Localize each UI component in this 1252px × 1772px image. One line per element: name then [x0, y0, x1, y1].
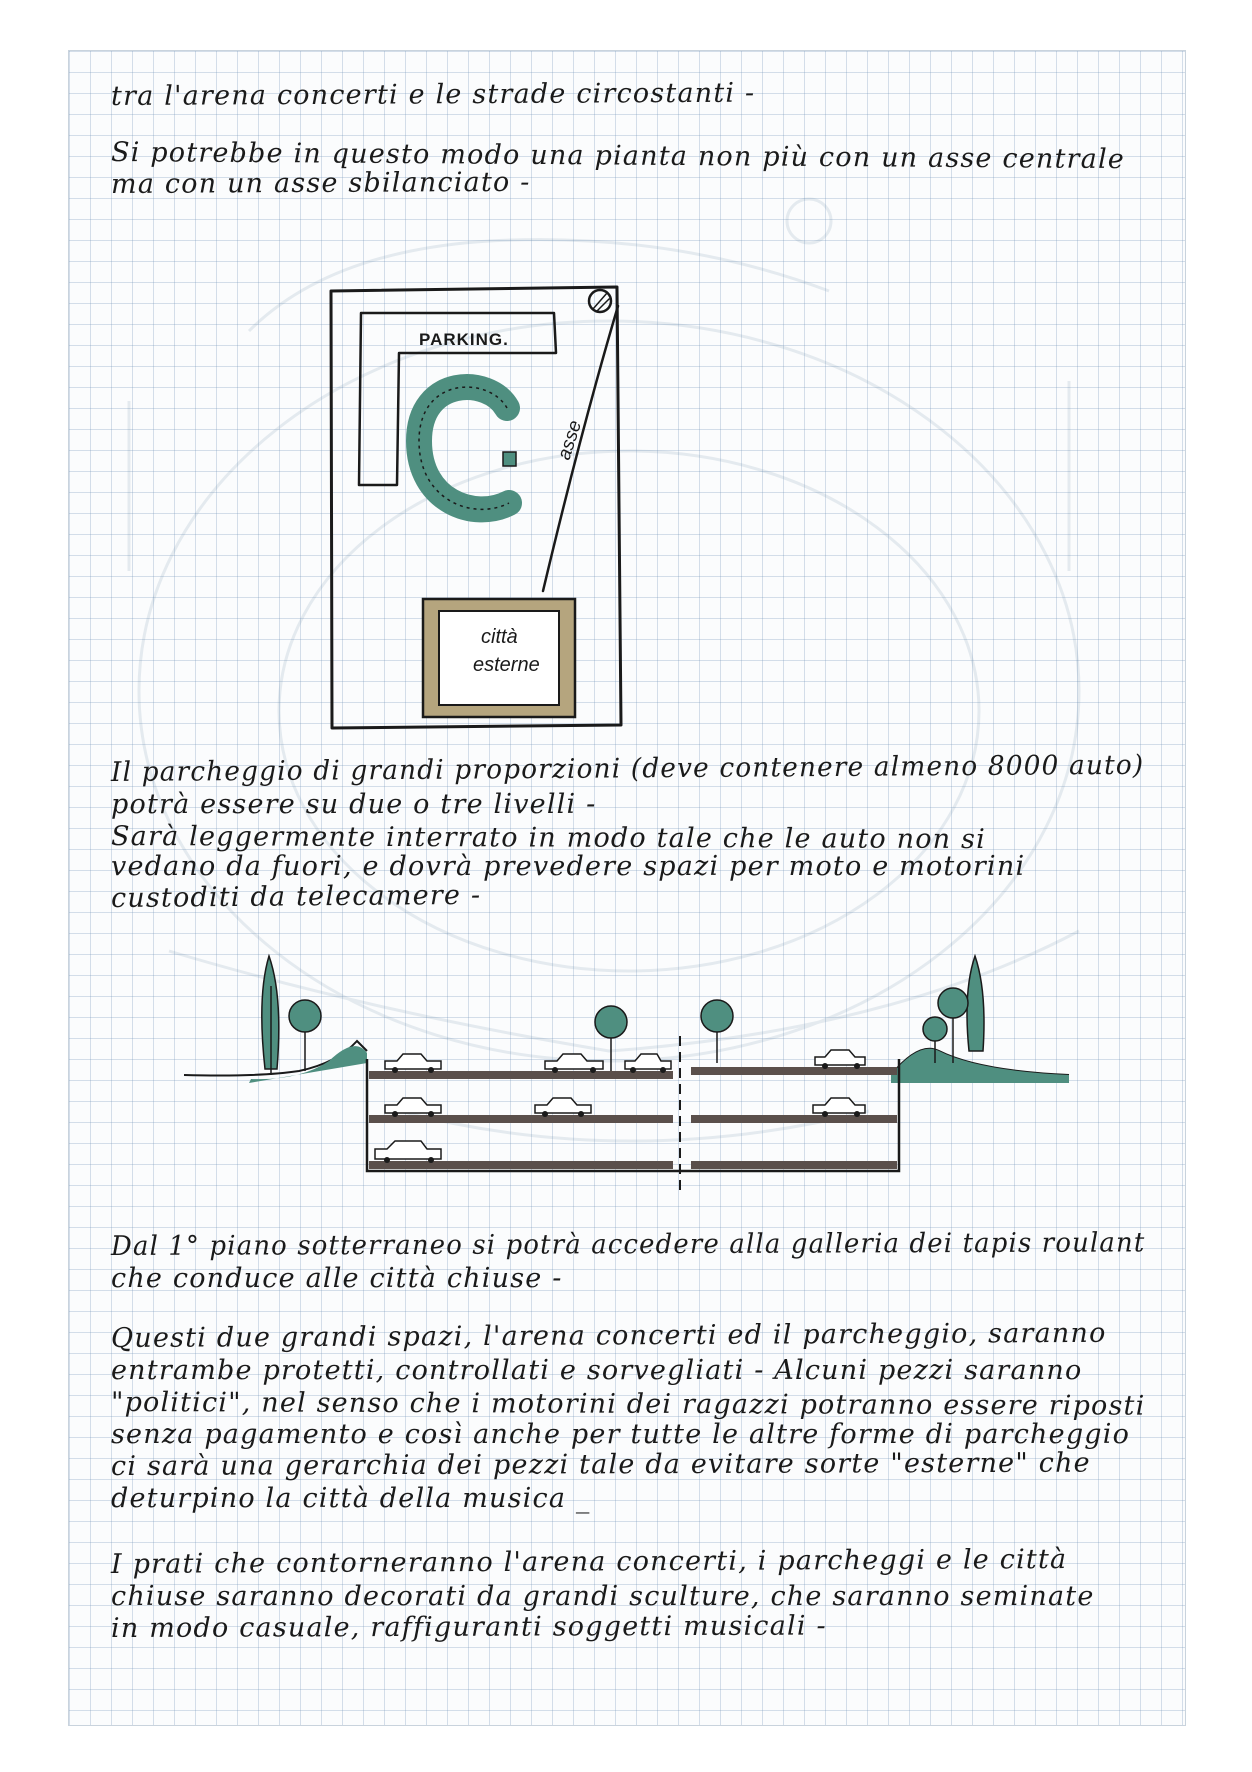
parking-section-sketch — [69, 51, 1185, 1725]
text-line: Sarà leggermente interrato in modo tale che le auto non si — [110, 821, 987, 856]
text-line: potrà essere su due o tre livelli - — [111, 789, 597, 820]
slab-level-0 — [369, 1071, 673, 1079]
text-line: Dal 1° piano sotterraneo si potrà accedere alla galleria dei tapis roulant — [110, 1227, 1146, 1262]
tree-canopy — [289, 1000, 321, 1032]
tree-canopy — [595, 1006, 627, 1038]
text-line: vedano da fuori, e dovrà prevedere spazi per moto e motorini — [111, 851, 1026, 882]
text-line: "politici", nel senso che i motorini dei ragazzi potranno essere riposti — [110, 1387, 1146, 1422]
city-label-1: città — [481, 626, 518, 648]
tree-canopy — [938, 988, 968, 1018]
text-line: in modo casuale, raffiguranti soggetti musicali - — [110, 1610, 827, 1644]
text-line: Questi due grandi spazi, l'arena concerti ed il parcheggio, saranno — [110, 1317, 1107, 1354]
slab-level-2 — [369, 1161, 673, 1169]
axis-label: asse — [553, 417, 587, 463]
car — [385, 1054, 441, 1069]
text-line: Il parcheggio di grandi proporzioni (deve contenere almeno 8000 auto) — [110, 749, 1145, 788]
car — [625, 1054, 671, 1069]
car — [813, 1098, 865, 1113]
city-label-2: esterne — [473, 654, 540, 676]
tree-canopy — [923, 1017, 947, 1041]
text-line: entrambe protetti, controllati e sorvegliati - Alcuni pezzi saranno — [111, 1355, 1083, 1386]
tree-canopy — [701, 1000, 733, 1032]
slab-level-1 — [369, 1115, 673, 1123]
text-line: ci sarà una gerarchia dei pezzi tale da evitare sorte "esterne" che — [110, 1447, 1091, 1482]
car — [385, 1098, 441, 1113]
text-line: ma con un asse sbilanciato - — [110, 166, 531, 200]
car — [535, 1098, 591, 1113]
text-line: senza pagamento e così anche per tutte le altre forme di parcheggio — [111, 1419, 1131, 1450]
slab-level-2 — [691, 1161, 897, 1169]
cypress-tree — [967, 956, 984, 1051]
text-line: che conduce alle città chiuse - — [111, 1263, 563, 1294]
slab-level-0 — [691, 1067, 897, 1075]
slab-level-1 — [691, 1115, 897, 1123]
car — [375, 1141, 441, 1159]
text-line: Si potrebbe in questo modo una pianta non più con un asse centrale — [110, 137, 1126, 176]
text-line: custoditi da telecamere - — [110, 879, 482, 914]
car — [815, 1050, 865, 1065]
car — [545, 1054, 603, 1069]
text-line: tra l'arena concerti e le strade circostanti - — [110, 77, 756, 112]
text-line: chiuse saranno decorati da grandi sculture, che saranno seminate — [111, 1581, 1095, 1612]
text-line: deturpino la città della musica _ — [111, 1483, 591, 1514]
notebook-page — [68, 50, 1186, 1726]
text-line: I prati che contorneranno l'arena concerti, i parcheggi e le città — [110, 1543, 1068, 1580]
parking-label: PARKING. — [419, 330, 509, 349]
